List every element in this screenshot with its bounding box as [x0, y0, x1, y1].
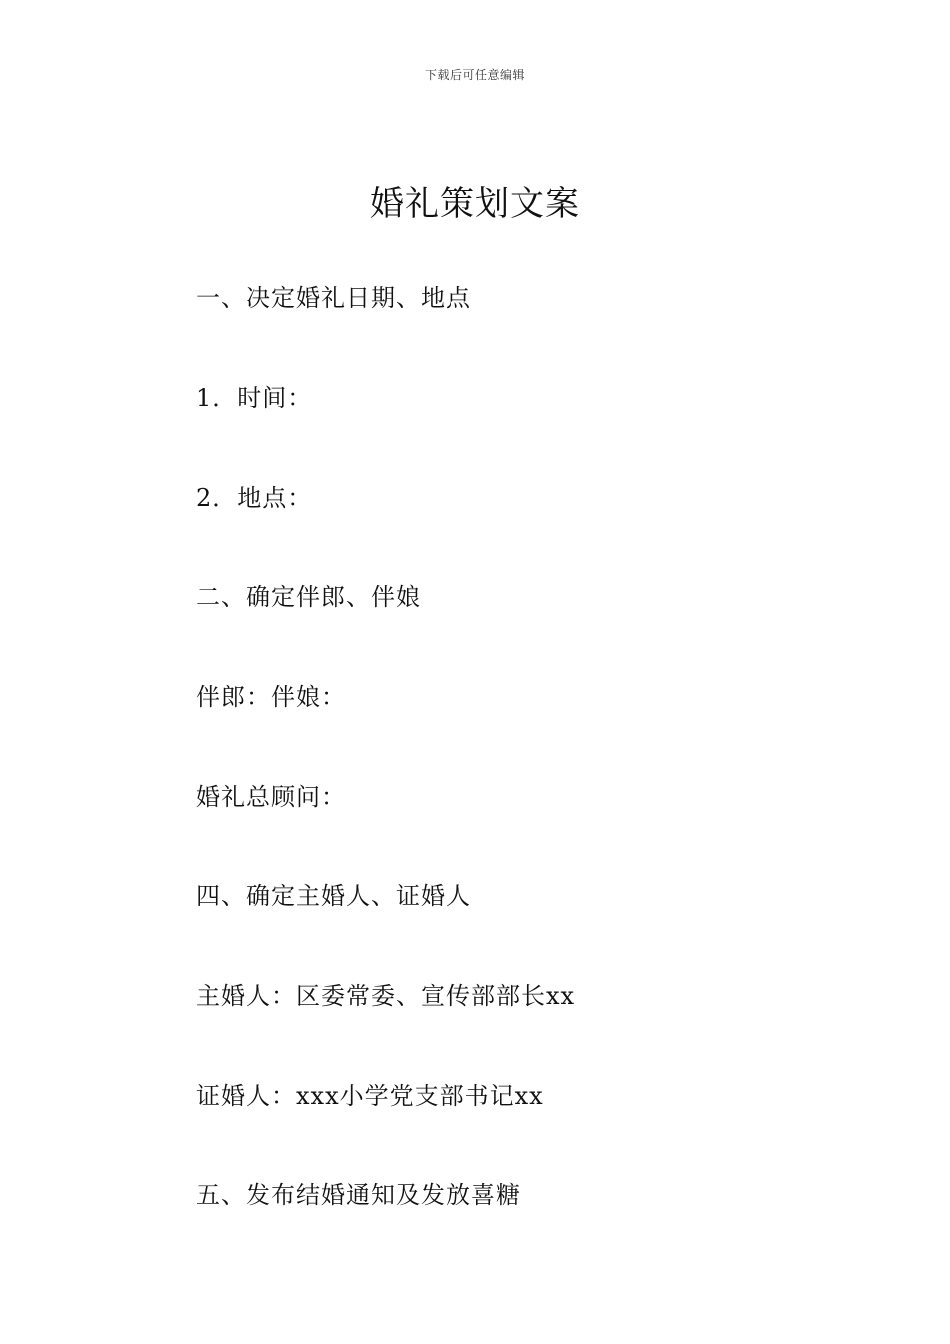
- item-witness: 证婚人：xxx小学党支部书记xx: [196, 1082, 544, 1110]
- item-officiant: 主婚人：区委常委、宣传部部长xx: [196, 982, 576, 1010]
- item-location: 2．地点：: [196, 484, 313, 512]
- section-heading-4: 四、确定主婚人、证婚人: [196, 882, 471, 910]
- item-time: 1．时间：: [196, 384, 313, 412]
- header-note: 下载后可任意编辑: [424, 68, 525, 82]
- item-groomsman-bridesmaid: 伴郎：伴娘：: [196, 683, 346, 711]
- section-heading-1: 一、决定婚礼日期、地点: [196, 284, 471, 312]
- section-heading-5: 五、发布结婚通知及发放喜糖: [196, 1181, 521, 1209]
- item-wedding-consultant: 婚礼总顾问：: [196, 783, 346, 811]
- section-heading-2: 二、确定伴郎、伴娘: [196, 583, 421, 611]
- document-title: 婚礼策划文案: [370, 184, 580, 224]
